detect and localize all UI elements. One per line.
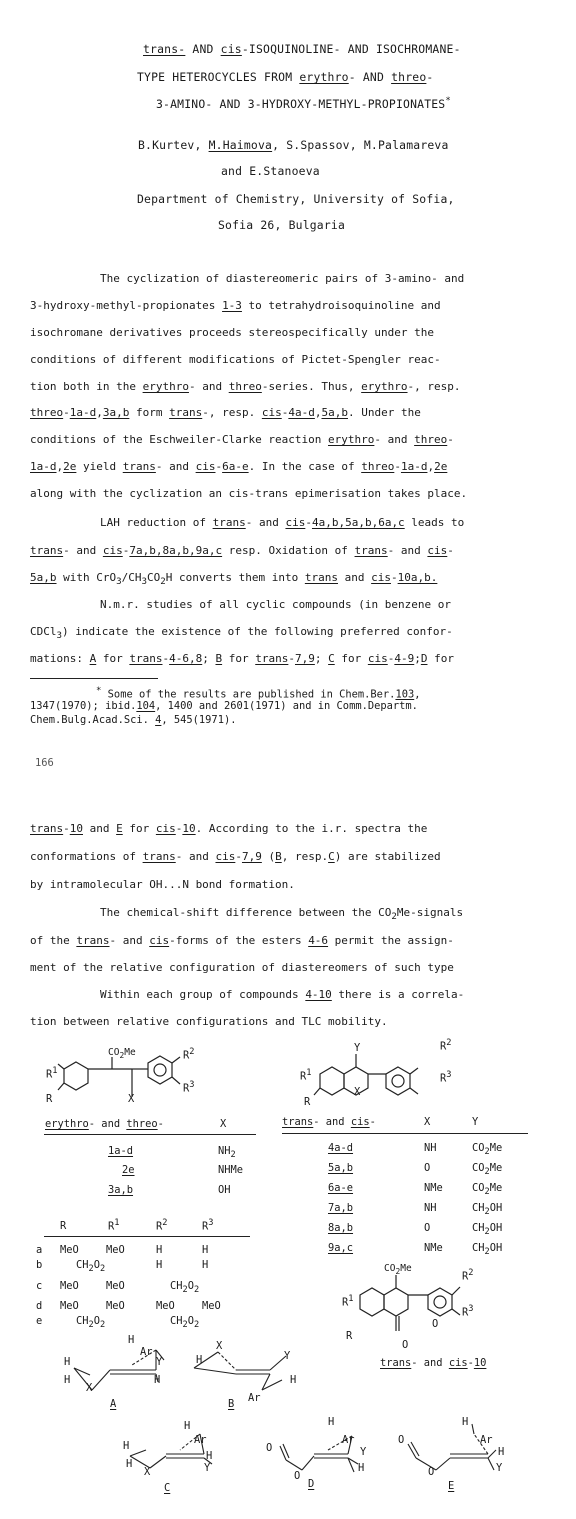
r-label: R bbox=[346, 1330, 353, 1342]
left-table-header: erythro- and threo- bbox=[45, 1118, 164, 1130]
abstract-line: LAH reduction of trans- and cis-4a,b,5a,b,6a,c leads to bbox=[100, 516, 465, 529]
r1-label: $R^1$ bbox=[300, 1068, 312, 1083]
body-line: The chemical-shift difference between the $CO_2Me$-signals bbox=[100, 906, 464, 923]
body-line: trans-10 and E for cis-10. According to the i.r. spectra the bbox=[30, 822, 428, 835]
ar-label: Ar bbox=[140, 1346, 153, 1358]
affiliation-line-2: Sofia 26, Bulgaria bbox=[218, 218, 346, 232]
r2-label: $R^2$ bbox=[440, 1038, 452, 1053]
subst-row-id: e bbox=[36, 1315, 43, 1327]
subst-cell: MeO bbox=[106, 1300, 125, 1312]
conformer-A-label: A bbox=[110, 1398, 117, 1410]
h-label: H bbox=[328, 1416, 335, 1428]
subst-cell: MeO bbox=[60, 1300, 79, 1312]
subst-cell: MeO bbox=[60, 1244, 79, 1256]
title-line-3: 3-AMINO- AND 3-HYDROXY-METHYL-PROPIONATES* bbox=[156, 96, 451, 111]
h-label: H bbox=[290, 1374, 297, 1386]
o-label: O bbox=[266, 1442, 273, 1454]
footnote-line: * Some of the results are published in Chem.Ber.103, bbox=[96, 686, 421, 701]
ar-label: Ar bbox=[248, 1392, 261, 1404]
right-table-header: trans- and cis- bbox=[282, 1116, 376, 1128]
right-table-y: $CO_2Me$ bbox=[472, 1162, 503, 1178]
y-label: Y bbox=[354, 1042, 361, 1054]
footnote-rule bbox=[30, 678, 158, 679]
subst-cell: MeO bbox=[60, 1280, 79, 1292]
right-table-y: $CO_2Me$ bbox=[472, 1142, 503, 1158]
subst-cell: $CH_2O_2$ bbox=[170, 1280, 200, 1296]
right-table-compound: 8a,b bbox=[328, 1222, 354, 1234]
subst-row-id: c bbox=[36, 1280, 43, 1292]
o-label: O bbox=[402, 1339, 409, 1351]
left-table-x: NHMe bbox=[218, 1164, 244, 1176]
subst-row-id: b bbox=[36, 1259, 43, 1271]
right-table-x: NMe bbox=[424, 1182, 443, 1194]
body-line: by intramolecular OH...N bond formation. bbox=[30, 878, 295, 891]
body-line: tion between relative configurations and TLC mobility. bbox=[30, 1015, 388, 1028]
x-label: X bbox=[128, 1093, 135, 1105]
body-line: Within each group of compounds 4-10 there is a correla- bbox=[100, 988, 465, 1001]
right-table-y: $CH_2OH$ bbox=[472, 1222, 503, 1238]
r1-label: $R^1$ bbox=[342, 1294, 354, 1309]
right-table-compound: 9a,c bbox=[328, 1242, 354, 1254]
right-table-x: NH bbox=[424, 1202, 437, 1214]
abstract-line: conditions of different modifications of Pictet-Spengler reac- bbox=[30, 353, 441, 366]
conformer-B bbox=[186, 1330, 306, 1410]
co2me-label: $CO_2Me$ bbox=[108, 1047, 136, 1060]
subst-header-r2: $R^2$ bbox=[156, 1218, 168, 1233]
h-label: H bbox=[462, 1416, 469, 1428]
abstract-line: conditions of the Eschweiler-Clarke reaction erythro- and threo- bbox=[30, 433, 454, 446]
right-table-header-y: Y bbox=[472, 1116, 479, 1128]
subst-header-r: R bbox=[60, 1220, 67, 1232]
r-label: R bbox=[46, 1093, 53, 1105]
authors-line-2: and E.Stanoeva bbox=[221, 164, 320, 178]
y-label: Y bbox=[156, 1356, 163, 1368]
conformer-D-label: D bbox=[308, 1478, 315, 1490]
y-label: Y bbox=[284, 1350, 291, 1362]
r2-label: $R^2$ bbox=[183, 1047, 195, 1062]
left-table-x: OH bbox=[218, 1184, 231, 1196]
subst-cell: $CH_2O_2$ bbox=[170, 1315, 200, 1331]
left-table-compound: 2e bbox=[122, 1164, 135, 1176]
right-table-x: O bbox=[424, 1222, 431, 1234]
left-table-x: $NH_2$ bbox=[218, 1145, 236, 1161]
affiliation-line-1: Department of Chemistry, University of Sofia, bbox=[137, 192, 455, 206]
h-label: H bbox=[498, 1446, 505, 1458]
abstract-line: isochromane derivatives proceeds stereospecifically under the bbox=[30, 326, 434, 339]
conformer-C bbox=[120, 1420, 230, 1490]
subst-cell: H bbox=[156, 1259, 163, 1271]
subst-cell: H bbox=[202, 1244, 209, 1256]
abstract-line: tion both in the erythro- and threo-series. Thus, erythro-, resp. bbox=[30, 380, 461, 393]
subst-header-r3: $R^3$ bbox=[202, 1218, 214, 1233]
left-table-compound: 1a-d bbox=[108, 1145, 134, 1157]
abstract-line: mations: A for trans-4-6,8; B for trans-7,9; C for cis-4-9;D for bbox=[30, 652, 454, 665]
cyclic-structure bbox=[300, 1048, 490, 1123]
left-table-header-x: X bbox=[220, 1118, 227, 1130]
r3-label: $R^3$ bbox=[440, 1070, 452, 1085]
right-table-x: NH bbox=[424, 1142, 437, 1154]
right-table-compound: 5a,b bbox=[328, 1162, 354, 1174]
co2me-label: $CO_2Me$ bbox=[384, 1263, 412, 1276]
r1-label: $R^1$ bbox=[46, 1066, 58, 1081]
subst-cell: MeO bbox=[106, 1280, 125, 1292]
h-label: H bbox=[154, 1374, 161, 1386]
x-label: X bbox=[144, 1466, 151, 1478]
r3-label: $R^3$ bbox=[183, 1080, 195, 1095]
footnote-line: 1347(1970); ibid.104, 1400 and 2601(1971) and in Comm.Departm. bbox=[30, 700, 418, 712]
right-table-x: NMe bbox=[424, 1242, 443, 1254]
y-label: Y bbox=[360, 1446, 367, 1458]
abstract-line: CDCl$_3$) indicate the existence of the following preferred confor- bbox=[30, 625, 453, 642]
body-line: of the trans- and cis-forms of the esters 4-6 permit the assign- bbox=[30, 934, 454, 947]
right-table-header-x: X bbox=[424, 1116, 431, 1128]
h-label: H bbox=[64, 1374, 71, 1386]
h-label: H bbox=[184, 1420, 191, 1432]
abstract-line: N.m.r. studies of all cyclic compounds (in benzene or bbox=[100, 598, 451, 611]
title-line-1: trans- AND cis-ISOQUINOLINE- AND ISOCHROMANE- bbox=[143, 42, 461, 56]
x-label: X bbox=[86, 1382, 93, 1394]
subst-cell: MeO bbox=[106, 1244, 125, 1256]
o-label: O bbox=[398, 1434, 405, 1446]
title-line-2: TYPE HETEROCYCLES FROM erythro- AND threo- bbox=[137, 70, 434, 84]
h-label: H bbox=[64, 1356, 71, 1368]
authors-line-1: B.Kurtev, M.Haimova, S.Spassov, M.Palamareva bbox=[138, 138, 449, 152]
abstract-line: The cyclization of diastereomeric pairs of 3-amino- and bbox=[100, 272, 465, 285]
lactone-structure bbox=[340, 1265, 510, 1355]
subst-cell: $CH_2O_2$ bbox=[76, 1259, 106, 1275]
abstract-line: 3-hydroxy-methyl-propionates 1-3 to tetrahydroisoquinoline and bbox=[30, 299, 441, 312]
body-line: ment of the relative configuration of diastereomers of such type bbox=[30, 961, 454, 974]
right-table-compound: 7a,b bbox=[328, 1202, 354, 1214]
h-label: H bbox=[206, 1450, 213, 1462]
right-table-x: O bbox=[424, 1162, 431, 1174]
h-label: H bbox=[126, 1458, 133, 1470]
r3-label: $R^3$ bbox=[462, 1304, 474, 1319]
page-number: 166 bbox=[35, 757, 54, 769]
footnote-line: Chem.Bulg.Acad.Sci. 4, 545(1971). bbox=[30, 714, 237, 726]
x-label: X bbox=[354, 1086, 361, 1098]
r-label: R bbox=[304, 1096, 311, 1108]
o-label: O bbox=[432, 1318, 439, 1330]
o-label: O bbox=[428, 1466, 435, 1478]
abstract-line: 1a-d,2e yield trans- and cis-6a-e. In the case of threo-1a-d,2e bbox=[30, 460, 448, 473]
subst-cell: H bbox=[202, 1259, 209, 1271]
right-table-y: $CO_2Me$ bbox=[472, 1182, 503, 1198]
y-label: Y bbox=[496, 1462, 503, 1474]
abstract-line: threo-1a-d,3a,b form trans-, resp. cis-4a-d,5a,b. Under the bbox=[30, 406, 421, 419]
subst-header-r1: $R^1$ bbox=[108, 1218, 120, 1233]
conformer-B-label: B bbox=[228, 1398, 235, 1410]
h-label: H bbox=[128, 1334, 135, 1346]
subst-cell: H bbox=[156, 1244, 163, 1256]
right-table-y: $CH_2OH$ bbox=[472, 1242, 503, 1258]
h-label: H bbox=[358, 1462, 365, 1474]
subst-cell: $CH_2O_2$ bbox=[76, 1315, 106, 1331]
open-chain-structure bbox=[40, 1042, 240, 1117]
subst-cell: MeO bbox=[156, 1300, 175, 1312]
abstract-line: trans- and cis-7a,b,8a,b,9a,c resp. Oxidation of trans- and cis- bbox=[30, 544, 454, 557]
right-table-rule bbox=[282, 1133, 528, 1134]
left-table-rule bbox=[44, 1134, 256, 1135]
left-table-compound: 3a,b bbox=[108, 1184, 134, 1196]
conformer-C-label: C bbox=[164, 1482, 171, 1494]
h-label: H bbox=[196, 1354, 203, 1366]
y-label: Y bbox=[204, 1462, 211, 1474]
subst-table-rule bbox=[44, 1236, 250, 1237]
body-line: conformations of trans- and cis-7,9 (B, resp.C) are stabilized bbox=[30, 850, 441, 863]
abstract-line: 5a,b with $CrO_3/CH_3CO_2H$ converts them into trans and cis-10a,b. bbox=[30, 571, 438, 588]
abstract-line: along with the cyclization an cis-trans epimerisation takes place. bbox=[30, 487, 468, 500]
right-table-compound: 6a-e bbox=[328, 1182, 354, 1194]
x-label: X bbox=[216, 1340, 223, 1352]
ar-label: Ar bbox=[480, 1434, 493, 1446]
subst-row-id: a bbox=[36, 1244, 43, 1256]
ar-label: Ar bbox=[342, 1434, 355, 1446]
right-table-y: $CH_2OH$ bbox=[472, 1202, 503, 1218]
right-table-compound: 4a-d bbox=[328, 1142, 354, 1154]
subst-cell: MeO bbox=[202, 1300, 221, 1312]
conformer-E-label: E bbox=[448, 1480, 455, 1492]
r2-label: $R^2$ bbox=[462, 1268, 474, 1283]
lactone-caption: trans- and cis-10 bbox=[380, 1357, 487, 1369]
o-label: O bbox=[294, 1470, 301, 1482]
h-label: H bbox=[123, 1440, 130, 1452]
subst-row-id: d bbox=[36, 1300, 43, 1312]
ar-label: Ar bbox=[194, 1434, 207, 1446]
